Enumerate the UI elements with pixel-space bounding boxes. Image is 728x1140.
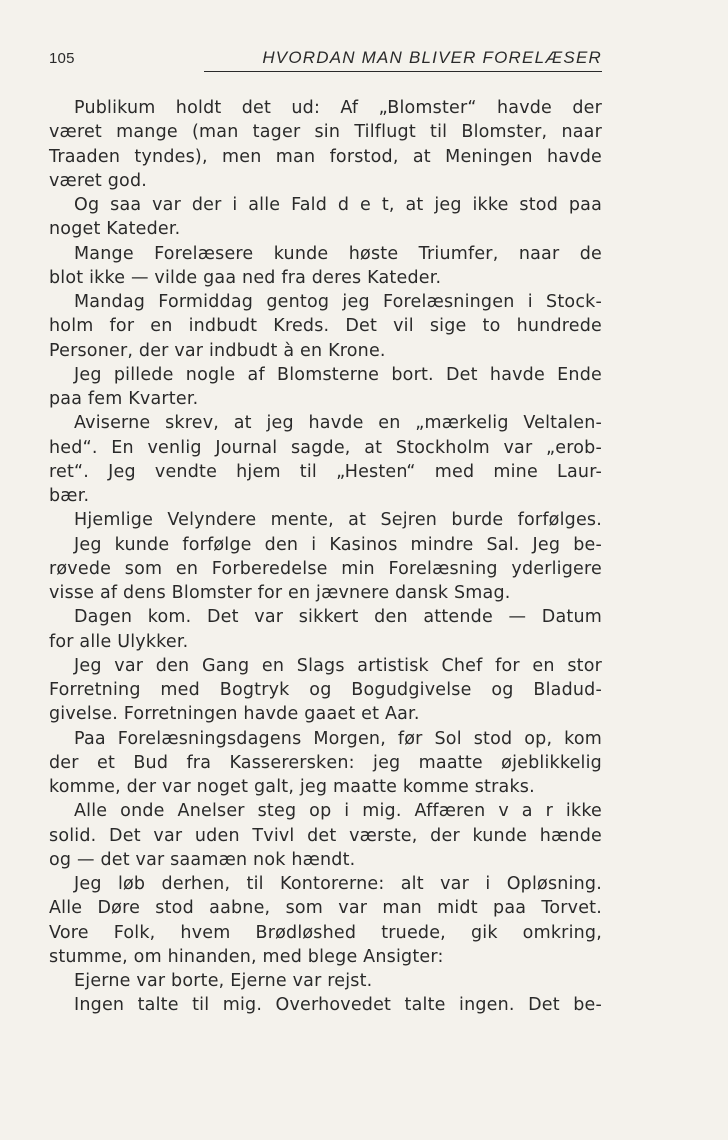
text-line: der et Bud fra Kassererskеn: jeg maatte øjeblikkelig (49, 752, 602, 773)
text-line: bær. (49, 486, 90, 506)
text-line: Mange Forelæsere kunde høste Triumfer, naar de (74, 243, 602, 264)
header-rule (204, 71, 602, 72)
text-line: paa fem Kvarter. (49, 389, 199, 409)
text-line: komme, der var noget galt, jeg maatte komme straks. (49, 777, 535, 797)
text-line: og — det var saamæn nok hændt. (49, 849, 356, 870)
text-line: Hjemlige Velyndere mente, at Sejren burde forfølges. (74, 510, 602, 531)
text-line: været mange (man tager sin Tilflugt til Blomster, naar (49, 122, 602, 143)
text-line: Traaden tyndes), men man forstod, at Meningen havde (49, 146, 602, 167)
text-line: Dagen kom. Det var sikkert den attende — Datum (74, 607, 602, 628)
text-line: Alle onde Anelser steg op i mig. Affæren v a r ikke (74, 801, 602, 822)
page-header (49, 46, 602, 72)
text-line: Paa Forelæsningsdagens Morgen, før Sol stod op, kom (74, 728, 602, 749)
running-title: HVORDAN MAN BLIVER FORELÆSER (262, 48, 602, 67)
text-line: Personer, der var indbudt à en Krone. (49, 340, 386, 361)
text-line: Og saa var der i alle Fald d e t, at jeg ikke stod paa (74, 195, 602, 215)
text-line: givelse. Forretningen havde gaaet et Aar. (49, 704, 420, 725)
text-line: Ingen talte til mig. Overhovedet talte ingen. Det be- (74, 995, 602, 1016)
text-line: for alle Ulykker. (49, 631, 189, 652)
text-line: Jeg pillede nogle af Blomsterne bort. Det havde Ende (74, 364, 602, 385)
text-line: solid. Det var uden Tvivl det værste, der kunde hænde (49, 825, 602, 846)
text-line: ret“. Jeg vendte hjem til „Hesten“ med mine Laur- (49, 461, 602, 482)
text-line: Ejerne var borte, Ejerne var rejst. (74, 971, 373, 991)
text-line: Jeg var den Gang en Slags artistisk Chef for en stor (74, 655, 602, 676)
text-line: Publikum holdt det ud: Af „Blomster“ havde der (74, 98, 602, 118)
text-line: Jeg kunde forfølge den i Kasinos mindre Sal. Jeg be- (74, 534, 602, 555)
text-line: holm for en indbudt Kreds. Det vil sige to hundrede (49, 316, 602, 337)
text-line: noget Kateder. (49, 219, 181, 240)
text-line: stumme, om hinanden, med blege Ansigter: (49, 946, 444, 967)
text-line: været god. (49, 170, 148, 191)
text-line: Aviserne skrev, at jeg havde en „mærkelig Veltalen- (74, 413, 602, 434)
text-line: Alle Døre stod aabne, som var man midt paa Torvet. (49, 898, 602, 919)
text-line: blot ikke — vilde gaa ned fra deres Kateder. (49, 267, 442, 288)
text-line: Vore Folk, hvem Brødløshed truede, gik omkring, (49, 922, 602, 943)
page-number: 105 (49, 50, 75, 67)
text-line: Jeg løb derhen, til Kontorerne: alt var i Opløsning. (74, 874, 602, 894)
text-line: hed“. En venlig Journal sagde, at Stockholm var „erob- (49, 437, 602, 458)
text-line: røvede som en Forberedelse min Forelæsning yderligere (49, 558, 602, 579)
text-line: Mandag Formiddag gentog jeg Forelæsningen i Stock- (74, 292, 602, 312)
body-text (49, 96, 602, 1018)
text-line: Forretning med Bogtryk og Bogudgivelse og Bladud- (49, 680, 602, 700)
text-line: visse af dens Blomster for en jævnere dansk Smag. (49, 583, 511, 603)
